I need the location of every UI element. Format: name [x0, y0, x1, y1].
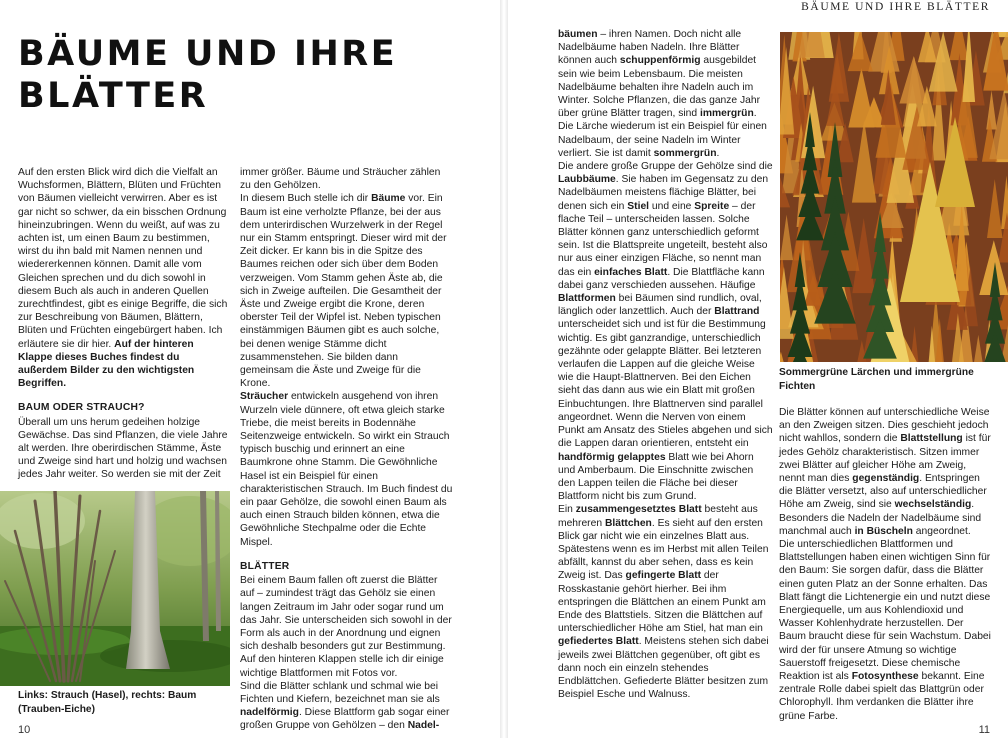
- right-page: [508, 0, 1008, 738]
- left-column-2: [240, 166, 454, 733]
- intro-paragraph: Auf den ersten Blick wird dich die Vielfalt an Wuchsformen, Blättern, Blüten und Früchten von Bäumen vielleicht verwirren. Aber es ist gar nicht so schwer, da ein bisschen Ordnung hineinzubringen. Wenn du weißt, auf was zu achten ist, um einen Baum zu bestimmen, wirst du ihn bald mit Namen nennen und wiedererkennen können. Damit alle vom Gleichen sprechen und du dich sowohl in diesem Buch als auch in anderen Quellen zurechtfindest, gibt es einige Begriffe, die sich zur Beschreibung von Bäumen, Blättern, Blüten und Früchten eingebürgert haben. Ich erläutere sie dir hier. Auf der hinteren Klappe dieses Buches findest du außerdem Bilder zu den wichtigsten Begriffen.: [18, 167, 228, 390]
- paragraph-zusammengesetztes-blatt: Ein zusammengesetztes Blatt besteht aus mehreren Blättchen. Es sieht auf den ersten Blick gar nicht wie ein einzelnes Blatt aus. Spätestens wenn es im Herbst mit allen Teilen abfällt, kannst du aber sehen, dass es kein Zweig ist. Das gefingerte Blatt der Rosskastanie gehört hierher. Bei ihm entspringen die Blättchen an einem Punkt am Ende des Blattstiels. Sitzen die Blättchen auf unterschiedlicher Höhe am Stiel, hat man ein gefiedertes Blatt. Meistens stehen sich dabei jeweils zwei Blättchen gegenüber, oft gibt es dann noch ein einzeln stehendes Endblättchen. Gefiederte Blätter besitzen zum Beispiel Esche und Walnuss.: [558, 504, 769, 701]
- running-head: BÄUME UND IHRE BLÄTTER: [801, 1, 990, 13]
- photo-hasel-eiche: [0, 491, 230, 686]
- paragraph-gehoelze: immer größer. Bäume und Sträucher zählen zu den Gehölzen.: [240, 167, 441, 192]
- left-column-1: [18, 166, 228, 482]
- paragraph-blaetter: Bei einem Baum fallen oft zuerst die Blätter auf – zumindest trägt das Gehölz sie einen langen Zeitraum im Jahr oder sogar rund um das Jahr. Sie unterscheiden sich sowohl in der Form als auch in der Anordnung und eignen sich deshalb besonders gut zur Bestimmung. Auf den hinteren Klappen stelle ich dir einige wichtige Blattformen mit Fotos vor.: [240, 575, 452, 679]
- heading-baum-oder-strauch: BAUM ODER STRAUCH?: [18, 402, 145, 414]
- paragraph-laubbaeume: Die andere große Gruppe der Gehölze sind die Laubbäume. Sie haben im Gegensatz zu den Nadelbäumen meistens flächige Blätter, bei denen sich ein Stiel und eine Spreite – der flache Teil – unterscheiden lassen. Solche Blätter können ganz unterschiedlich geformt sein. Ist die Blattspreite ungeteilt, besteht also nur aus einer einzigen Fläche, so nennt man das ein einfaches Blatt. Die Blattfläche kann dabei ganz verschieden aussehen. Häufige Blattformen bei Bäumen sind rundlich, oval, länglich oder lanzettlich. Auch der Blattrand unterscheidet sich und ist für die Bestimmung wichtig. Es gibt ganzrandige, unterschiedlich gezähnte oder gelappte Blätter. Bei letzteren verlaufen die Lappen auf die gleiche Weise wie die Haupt-Blattnerven. Bei den Eichen sieht das dann aus wie ein Blatt mit großen Einbuchtungen. Ihre Blattnerven sind parallel angeordnet. Wenn die Nerven von einem Punkt am Ansatz des Stieles abgehen und sich die Lappen daran orientieren, entsteht ein handförmig gelapptes Blatt wie bei Ahorn und Amberbaum. Die Einschnitte zwischen den Lappen teilen die Fläche bei dieser Blattform nicht bis zum Grund.: [558, 161, 773, 503]
- photo-caption-left: Links: Strauch (Hasel), rechts: Baum (Trauben-Eiche): [18, 690, 197, 715]
- paragraph-baeume: In diesem Buch stelle ich dir Bäume vor. Ein Baum ist eine verholzte Pflanze, bei der aus dem unterirdischen Wurzelwerk in der Regel nur ein Stamm entspringt. Dieser wird mit der Zeit dicker. Er kann bis in die Spitze des Baumes reichen oder sich über dem Boden verzweigen. Vom Stamm gehen Äste ab, die sich in Zweige aufteilen. Die Gesamtheit der Äste und Zweige ergibt die Krone, deren oberster Teil der Wipfel ist. Neben typischen einstämmigen Bäumen gibt es auch solche, bei denen wenige Stämme dicht zusammenstehen. Sie bilden dann gemeinsam die Äste und Zweige für die Krone.: [240, 193, 447, 390]
- photo-laerchen-fichten: [780, 32, 1008, 362]
- right-column-2: [779, 406, 991, 723]
- paragraph-holzige-gewaechse: Überall um uns herum gedeihen holzige Gewächse. Das sind Pflanzen, die viele Jahre alt werden. Ihre oberirdischen Stämme, Äste und Zweige sind hart und holzig und wachsen jedes Jahr weiter. So werden sie mit der Zeit: [18, 416, 228, 481]
- page-title: BÄUME UND IHRE BLÄTTER: [18, 34, 398, 116]
- photo-caption-right: Sommergrüne Lärchen und immergrüne Fichten: [779, 367, 974, 392]
- paragraph-fotosynthese: Die unterschiedlichen Blattformen und Blattstellungen haben einen wichtigen Sinn für den Baum: Sie sorgen dafür, dass die Blätter einen guten Platz an der Sonne erhalten. Das Blatt fängt die Lichtenergie ein und nutzt diese Energiequelle, um aus Kohlendioxid und Wasser Kohlenhydrate herzustellen. Der Baum braucht diese für sein Wachstum. Dabei wird der für unsere Atmung so wichtige Sauerstoff freigesetzt. Diese chemische Reaktion ist als Fotosynthese bekannt. Eine zentrale Rolle dabei spielt das Blattgrün oder Chlorophyll. Ihm verdanken die Blätter ihre grüne Farbe.: [779, 539, 991, 722]
- paragraph-blattstellung: Die Blätter können auf unterschiedliche Weise an den Zweigen sitzen. Dies geschieht jedoch nicht wahllos, sondern die Blattstellung ist für jedes Gehölz charakteristisch. Sitzen immer zwei Blätter auf gleicher Höhe am Zweig, nennt man dies gegenständig. Entspringen die Blätter versetzt, also auf unterschiedlicher Höhe am Zweig, sind sie wechselständig. Besonders die Nadeln der Nadelbäume sind manchmal auch in Büscheln angeordnet.: [779, 407, 991, 537]
- paragraph-straeucher: Sträucher entwickeln ausgehend von ihren Wurzeln viele dünnere, oft etwa gleich starke Triebe, die meist bereits in Bodennähe Seitenzweige entwickeln. So wirkt ein Strauch typisch buschig und erinnert an eine Baumkrone ohne Stamm. Die Gewöhnliche Hasel ist ein Beispiel für einen charakteristischen Strauch. Im Buch findest du ein paar Gehölze, die sowohl einen Baum als auch einen Strauch bilden können, etwa die Gewöhnliche Stechpalme oder die Echte Mispel.: [240, 391, 453, 548]
- right-column-1: [558, 28, 773, 701]
- heading-blaetter: BLÄTTER: [240, 560, 290, 572]
- paragraph-nadelfoermig: Sind die Blätter schlank und schmal wie bei Fichten und Kiefern, bezeichnet man sie als nadelförmig. Diese Blattform gab sogar einer großen Gruppe von Gehölzen – den Nadel-: [240, 680, 450, 732]
- page-number-right: 11: [978, 724, 990, 736]
- left-page: [0, 0, 500, 738]
- paragraph-nadelbaeume: bäumen – ihren Namen. Doch nicht alle Nadelbäume haben Nadeln. Ihre Blätter können auch schuppenförmig ausgebildet sein wie beim Lebensbaum. Die meisten Nadelbäume behalten ihre Nadeln auch im Winter. Solche Pflanzen, die das ganze Jahr über grüne Blätter tragen, sind immergrün. Die Lärche wiederum ist ein Beispiel für einen Nadelbaum, der seine Nadeln im Winter verliert. Sie ist damit sommergrün.: [558, 29, 767, 159]
- book-gutter: [500, 0, 508, 738]
- page-number-left: 10: [18, 724, 31, 736]
